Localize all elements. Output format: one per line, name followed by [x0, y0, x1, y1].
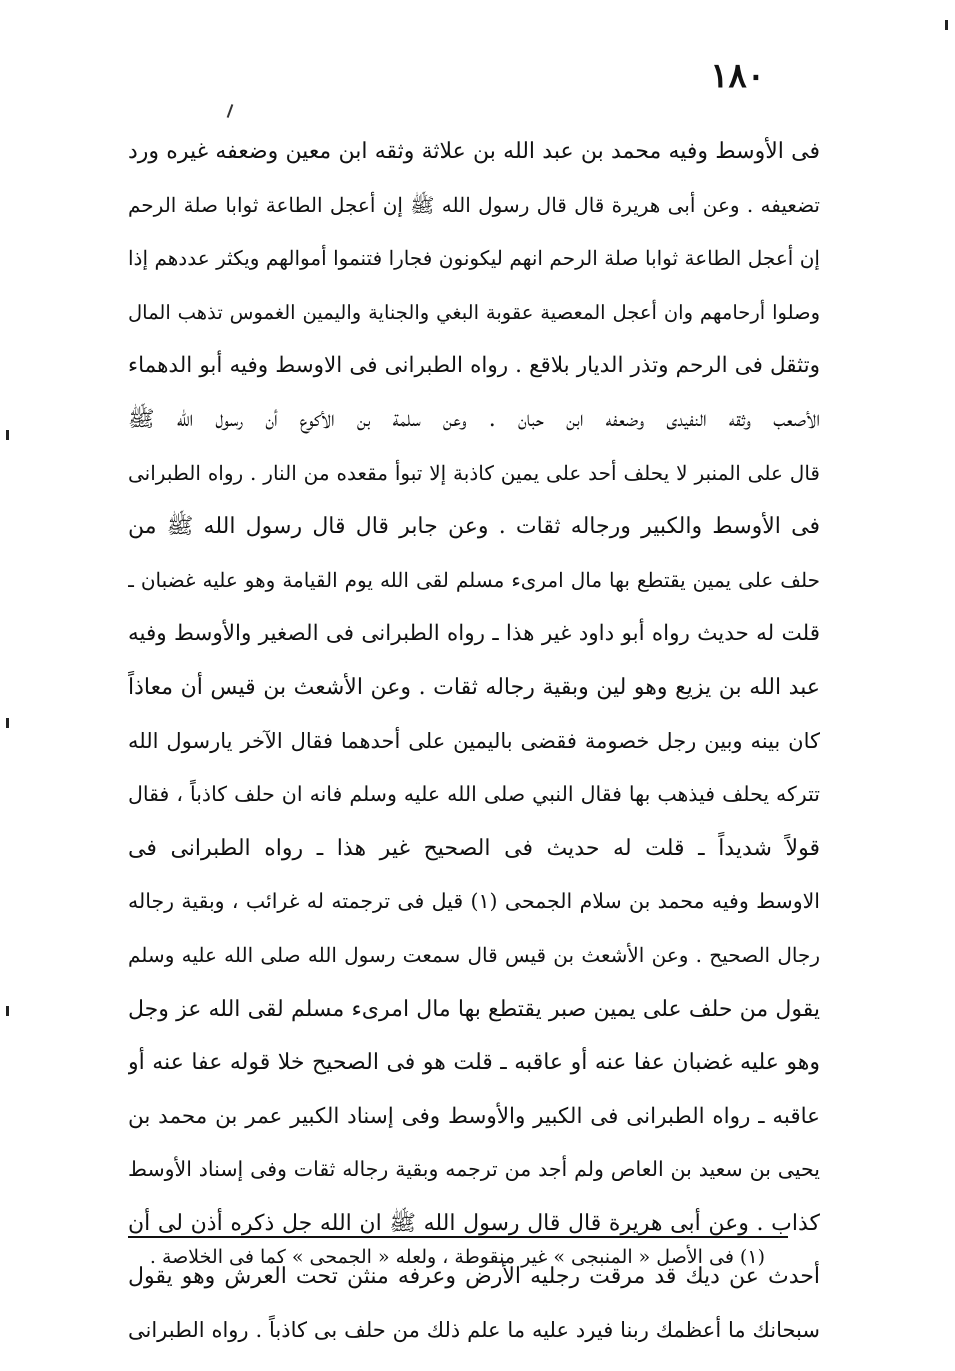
text-line: حلف على يمين يقتطع بها مال امرىء مسلم لقى الله يوم القيامة وهو عليه غضبان ـ: [128, 567, 820, 592]
text-line: يحيى بن سعيد بن العاص ولم أجد من ترجمه وبقية رجاله ثقات وفى إسناد الأوسط: [128, 1157, 820, 1182]
text-line: سبحانك ما أعظمك ربنا فيرد عليه ما علم ذلك من حلف بى كاذباً . رواه الطبرانى: [128, 1318, 820, 1343]
text-line: أحدث عن ديك قد مرقت رجليه الأرض وعرفه منثن تحت العرش وهو يقول: [128, 1264, 820, 1290]
text-line: كذاب . وعن أبى هريرة قال قال رسول الله ﷺ ان الله جل ذكره أذن لى أن: [128, 1210, 820, 1236]
footnote-divider: [128, 1236, 788, 1238]
footnote: (١) فى الأصل « المنبجى » غير منقوطة ، ولعله « الجمحى » كما فى الخلاصة .: [149, 1246, 765, 1268]
text-line: عبد الله بن يزيع وهو لين وبقية رجاله ثقات . وعن الأشعث بن قيس أن معاذاً: [128, 674, 820, 700]
scan-mark: [6, 1006, 9, 1016]
text-line: يقول من حلف على يمين صبر يقتطع بها مال امرىء مسلم لقى الله عز وجل: [128, 996, 820, 1022]
text-line: قلت له حديث رواه أبو داود غير هذا ـ رواه الطبرانى فى الصغير والأوسط وفيه: [128, 621, 820, 647]
text-line: فى الأوسط وفيه محمد بن عبد الله بن علاثة وثقه ابن معين وضعفه غيره ورد: [128, 139, 820, 164]
text-line: الأصعب وثقه النفيدى وضعفه ابن حبان . وعن سلمة بن الأكوع أن رسول الله ﷺ: [128, 406, 820, 432]
scan-mark: [6, 430, 9, 440]
text-line: وصلوا أرحامهم وان أعجل المعصية عقوبة البغي والجناية واليمين الغموس تذهب المال: [128, 300, 820, 324]
text-line: تضعيفه . وعن أبى هريرة قال قال رسول الله ﷺ إن أعجل الطاعة ثوابا صلة الرحم: [128, 192, 820, 217]
scan-mark: [945, 20, 948, 30]
text-line: كان بينه وبين رجل خصومة فقضى باليمين على أحدهما فقال الآخر يارسول الله: [128, 728, 820, 753]
page-number: ١٨٠: [710, 56, 765, 96]
scan-mark: [6, 718, 9, 728]
text-line: عاقبه ـ رواه الطبرانى فى الكبير والأوسط وفى إسناد الكبير عمر بن محمد بن: [128, 1103, 820, 1129]
text-line: وهو عليه غضبان عفا عنه أو عاقبه ـ قلت هو فى الصحيح خلا قوله عفا عنه أو: [128, 1050, 820, 1076]
text-line: قولاً شديداً ـ قلت له حديث فى الصحيح غير هذا ـ رواه الطبرانى فى: [128, 835, 820, 861]
text-line: فى الأوسط والكبير ورجاله ثقات . وعن جابر قال قال رسول الله ﷺ من: [128, 514, 820, 540]
text-line: الاوسط وفيه محمد بن سلام الجمحى (١) قيل فى ترجمته له غرائب ، وبقية رجاله: [128, 889, 820, 914]
text-line: تتركه يحلف فيذهب بها فقال النبي صلى الله عليه وسلم فانه ان حلف كاذباً ، فقال: [128, 782, 820, 807]
text-line: وتثقل فى الرحم وتذر الديار بلاقع . رواه الطبرانى فى الاوسط وفيه أبو الدهماء: [128, 353, 820, 379]
text-line: إن أعجل الطاعة ثوابا صلة الرحم انهم ليكونون فجارا فتنموا أموالهم ويكثر عددهم إذا: [128, 246, 820, 271]
text-line: رجال الصحيح . وعن الأشعث بن قيس قال سمعت رسول الله صلى الله عليه وسلم: [128, 942, 820, 967]
text-line: قال على المنبر لا يحلف أحد على يمين كاذبة إلا تبوأ مقعده من النار . رواه الطبرانى: [128, 460, 820, 485]
ink-mark: [227, 104, 234, 118]
main-text: [128, 125, 820, 1358]
